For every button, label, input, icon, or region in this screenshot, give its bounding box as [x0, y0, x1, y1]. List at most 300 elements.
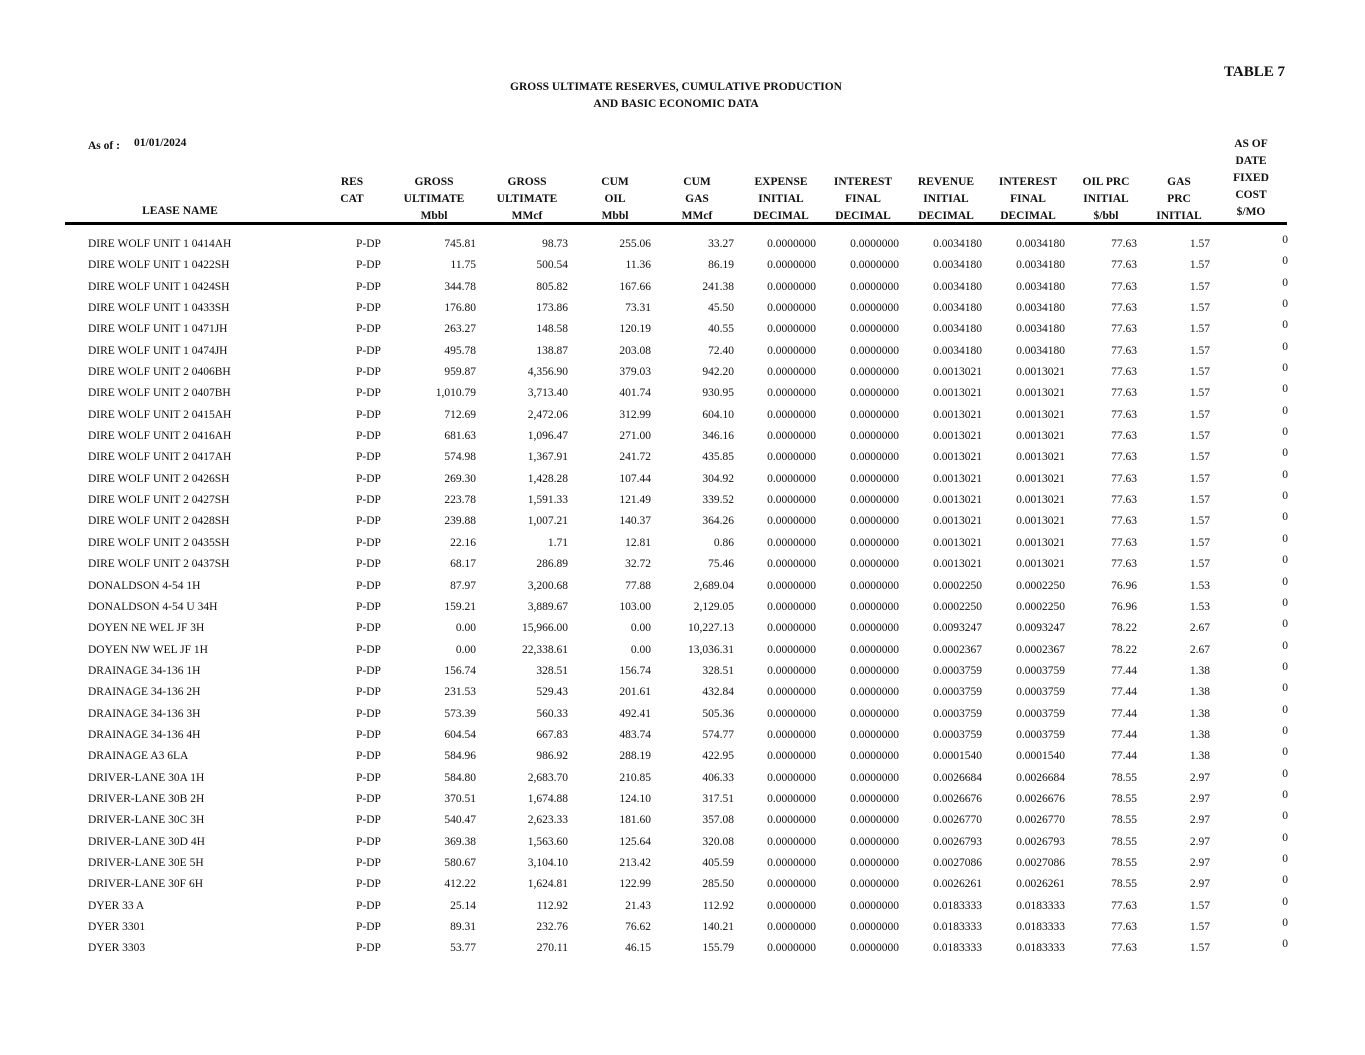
fixed-cost-cell: 0: [1282, 660, 1288, 673]
fixed-cost-cell: 0: [1282, 788, 1288, 801]
oil-price-cell: 78.55: [1111, 878, 1137, 891]
lease-name-cell: DIRE WOLF UNIT 2 0435SH: [88, 536, 230, 549]
interest-final-cell: 0.0000000: [850, 472, 899, 485]
interest-final-cell: 0.0000000: [850, 878, 899, 891]
oil-price-cell: 76.96: [1111, 579, 1137, 592]
gross-ultimate-oil-cell: 0.00: [455, 622, 476, 635]
gas-price-cell: 1.38: [1189, 686, 1210, 699]
fixed-cost-cell: 0: [1282, 682, 1288, 695]
res-cat-cell: P-DP: [356, 707, 381, 720]
table-row: [0, 746, 1365, 767]
gross-ultimate-oil-cell: 574.98: [444, 451, 476, 464]
cum-gas-cell: 432.84: [702, 686, 734, 699]
gross-ultimate-oil-cell: 0.00: [455, 643, 476, 656]
header-revenue: [909, 174, 983, 225]
table-row: [0, 597, 1365, 618]
gas-price-cell: 1.57: [1189, 259, 1210, 272]
expense-initial-cell: 0.0000000: [767, 728, 816, 741]
oil-price-cell: 78.55: [1111, 814, 1137, 827]
interest-final-2-cell: 0.0013021: [1016, 472, 1065, 485]
cum-oil-cell: 213.42: [619, 856, 651, 869]
interest-final-2-cell: 0.0026684: [1016, 771, 1065, 784]
fixed-cost-cell: 0: [1282, 767, 1288, 780]
gross-ultimate-gas-cell: 1.71: [547, 536, 568, 549]
header-line: EXPENSE: [754, 176, 808, 188]
revenue-initial-cell: 0.0183333: [933, 921, 982, 933]
fixed-cost-cell: 0: [1282, 234, 1288, 246]
header-line: $/MO: [1236, 206, 1266, 218]
header-line: DECIMAL: [918, 210, 974, 222]
fixed-cost-cell: 0: [1282, 575, 1288, 588]
interest-final-cell: 0.0000000: [850, 259, 899, 272]
header-line: CAT: [340, 193, 364, 205]
cum-gas-cell: 0.86: [713, 536, 734, 549]
res-cat-cell: P-DP: [356, 942, 381, 955]
fixed-cost-cell: 0: [1282, 895, 1288, 908]
report-title-line1: GROSS ULTIMATE RESERVES, CUMULATIVE PRODUCTION: [510, 81, 842, 93]
fixed-cost-cell: 0: [1282, 554, 1288, 567]
res-cat-cell: P-DP: [356, 323, 381, 336]
gas-price-cell: 1.57: [1189, 408, 1210, 421]
expense-initial-cell: 0.0000000: [767, 707, 816, 720]
lease-name-cell: DIRE WOLF UNIT 1 0474JH: [88, 344, 228, 357]
revenue-initial-cell: 0.0183333: [933, 942, 982, 955]
oil-price-cell: 77.63: [1111, 451, 1137, 464]
cum-gas-cell: 86.19: [708, 259, 734, 272]
lease-name-cell: DRAINAGE 34-136 2H: [88, 686, 201, 699]
cum-gas-cell: 422.95: [702, 750, 734, 763]
header-line: MMcf: [511, 210, 543, 222]
gross-ultimate-oil-cell: 344.78: [444, 280, 476, 293]
header-gross-ultimate-oil: [394, 174, 474, 225]
gas-price-cell: 1.38: [1189, 728, 1210, 741]
gas-price-cell: 1.57: [1189, 344, 1210, 357]
expense-initial-cell: 0.0000000: [767, 238, 816, 250]
res-cat-cell: P-DP: [356, 643, 381, 656]
cum-oil-cell: 46.15: [625, 942, 651, 955]
gross-ultimate-gas-cell: 138.87: [536, 344, 568, 357]
cum-oil-cell: 77.88: [625, 579, 651, 592]
table-row: [0, 533, 1365, 554]
lease-name-cell: DIRE WOLF UNIT 2 0415AH: [88, 408, 232, 421]
lease-name-cell: DONALDSON 4-54 U 34H: [88, 600, 218, 613]
expense-initial-cell: 0.0000000: [767, 835, 816, 848]
res-cat-cell: P-DP: [356, 771, 381, 784]
gross-ultimate-oil-cell: 269.30: [444, 472, 476, 485]
oil-price-cell: 77.63: [1111, 899, 1137, 912]
gross-ultimate-oil-cell: 745.81: [444, 238, 476, 250]
cum-gas-cell: 45.50: [708, 302, 734, 315]
header-line: GAS: [685, 193, 709, 205]
gross-ultimate-gas-cell: 1,428.28: [527, 472, 568, 485]
gross-ultimate-oil-cell: 370.51: [444, 792, 476, 805]
cum-gas-cell: 604.10: [702, 408, 734, 421]
interest-final-cell: 0.0000000: [850, 835, 899, 848]
expense-initial-cell: 0.0000000: [767, 323, 816, 336]
gross-ultimate-gas-cell: 2,472.06: [527, 408, 568, 421]
gross-ultimate-gas-cell: 3,889.67: [527, 600, 568, 613]
gross-ultimate-gas-cell: 22,338.61: [522, 643, 568, 656]
res-cat-cell: P-DP: [356, 451, 381, 464]
revenue-initial-cell: 0.0013021: [933, 472, 982, 485]
fixed-cost-cell: 0: [1282, 362, 1288, 375]
expense-initial-cell: 0.0000000: [767, 579, 816, 592]
oil-price-cell: 77.63: [1111, 280, 1137, 293]
gross-ultimate-oil-cell: 959.87: [444, 366, 476, 379]
res-cat-cell: P-DP: [356, 835, 381, 848]
oil-price-cell: 77.63: [1111, 430, 1137, 443]
revenue-initial-cell: 0.0013021: [933, 536, 982, 549]
interest-final-cell: 0.0000000: [850, 792, 899, 805]
expense-initial-cell: 0.0000000: [767, 856, 816, 869]
header-line: GROSS: [507, 176, 547, 188]
header-line: CUM: [601, 176, 629, 188]
revenue-initial-cell: 0.0034180: [933, 280, 982, 293]
cum-oil-cell: 124.10: [619, 792, 651, 805]
cum-gas-cell: 304.92: [702, 472, 734, 485]
expense-initial-cell: 0.0000000: [767, 536, 816, 549]
cum-oil-cell: 210.85: [619, 771, 651, 784]
cum-oil-cell: 121.49: [619, 494, 651, 507]
gross-ultimate-oil-cell: 580.67: [444, 856, 476, 869]
gross-ultimate-oil-cell: 495.78: [444, 344, 476, 357]
res-cat-cell: P-DP: [356, 792, 381, 805]
revenue-initial-cell: 0.0013021: [933, 558, 982, 571]
interest-final-2-cell: 0.0026793: [1016, 835, 1065, 848]
res-cat-cell: P-DP: [356, 259, 381, 272]
interest-final-2-cell: 0.0003759: [1016, 686, 1065, 699]
header-rule: [65, 222, 1287, 225]
interest-final-2-cell: 0.0013021: [1016, 430, 1065, 443]
header-line: AS OF: [1234, 138, 1268, 150]
table-row: [0, 618, 1365, 639]
interest-final-2-cell: 0.0013021: [1016, 408, 1065, 421]
interest-final-2-cell: 0.0034180: [1016, 344, 1065, 357]
gross-ultimate-gas-cell: 148.58: [536, 323, 568, 336]
oil-price-cell: 77.63: [1111, 259, 1137, 272]
gross-ultimate-gas-cell: 328.51: [536, 664, 568, 677]
gas-price-cell: 2.67: [1189, 622, 1210, 635]
header-cum-gas: [667, 174, 727, 225]
table-row: [0, 576, 1365, 597]
expense-initial-cell: 0.0000000: [767, 792, 816, 805]
header-gross-ultimate-gas: [487, 174, 567, 225]
res-cat-cell: P-DP: [356, 622, 381, 635]
cum-gas-cell: 930.95: [702, 387, 734, 400]
table-row: [0, 853, 1365, 874]
cum-oil-cell: 181.60: [619, 814, 651, 827]
cum-oil-cell: 125.64: [619, 835, 651, 848]
gross-ultimate-oil-cell: 156.74: [444, 664, 476, 677]
interest-final-cell: 0.0000000: [850, 942, 899, 955]
cum-oil-cell: 12.81: [625, 536, 651, 549]
expense-initial-cell: 0.0000000: [767, 472, 816, 485]
cum-gas-cell: 155.79: [702, 942, 734, 955]
cum-gas-cell: 33.27: [708, 238, 734, 250]
res-cat-cell: P-DP: [356, 302, 381, 315]
cum-oil-cell: 21.43: [625, 899, 651, 912]
header-line: INITIAL: [1083, 193, 1129, 205]
header-line: LEASE NAME: [142, 205, 218, 217]
cum-gas-cell: 346.16: [702, 430, 734, 443]
lease-name-cell: DRIVER-LANE 30B 2H: [88, 792, 205, 805]
header-cum-oil: [585, 174, 645, 225]
header-line: INITIAL: [1156, 210, 1202, 222]
header-line: RES: [340, 176, 364, 188]
oil-price-cell: 77.44: [1111, 728, 1137, 741]
header-line: INITIAL: [923, 193, 969, 205]
expense-initial-cell: 0.0000000: [767, 771, 816, 784]
header-line: GROSS: [414, 176, 454, 188]
gross-ultimate-gas-cell: 986.92: [536, 750, 568, 763]
report-title-line2: AND BASIC ECONOMIC DATA: [593, 98, 759, 110]
gross-ultimate-oil-cell: 584.80: [444, 771, 476, 784]
header-line: INITIAL: [758, 193, 804, 205]
gross-ultimate-oil-cell: 231.53: [444, 686, 476, 699]
cum-gas-cell: 2,689.04: [693, 579, 734, 592]
fixed-cost-cell: 0: [1282, 319, 1288, 332]
gas-price-cell: 1.38: [1189, 750, 1210, 763]
expense-initial-cell: 0.0000000: [767, 622, 816, 635]
oil-price-cell: 78.22: [1111, 622, 1137, 635]
cum-gas-cell: 574.77: [702, 728, 734, 741]
lease-name-cell: DOYEN NE WEL JF 3H: [88, 622, 205, 635]
res-cat-cell: P-DP: [356, 686, 381, 699]
gas-price-cell: 1.57: [1189, 942, 1210, 955]
table-row: [0, 383, 1365, 404]
gross-ultimate-oil-cell: 159.21: [444, 600, 476, 613]
header-line: OIL: [604, 193, 626, 205]
cum-oil-cell: 201.61: [619, 686, 651, 699]
header-line: REVENUE: [917, 176, 975, 188]
interest-final-cell: 0.0000000: [850, 238, 899, 250]
cum-gas-cell: 140.21: [702, 921, 734, 933]
res-cat-cell: P-DP: [356, 921, 381, 933]
revenue-initial-cell: 0.0003759: [933, 686, 982, 699]
revenue-initial-cell: 0.0002250: [933, 600, 982, 613]
gas-price-cell: 1.53: [1189, 579, 1210, 592]
revenue-initial-cell: 0.0013021: [933, 430, 982, 443]
gas-price-cell: 1.57: [1189, 536, 1210, 549]
gas-price-cell: 2.97: [1189, 771, 1210, 784]
oil-price-cell: 77.44: [1111, 664, 1137, 677]
oil-price-cell: 77.63: [1111, 515, 1137, 528]
cum-gas-cell: 2,129.05: [693, 600, 734, 613]
interest-final-2-cell: 0.0034180: [1016, 238, 1065, 250]
lease-name-cell: DIRE WOLF UNIT 2 0427SH: [88, 494, 230, 507]
interest-final-cell: 0.0000000: [850, 814, 899, 827]
lease-name-cell: DIRE WOLF UNIT 1 0433SH: [88, 302, 230, 315]
revenue-initial-cell: 0.0034180: [933, 259, 982, 272]
revenue-initial-cell: 0.0001540: [933, 750, 982, 763]
fixed-cost-cell: 0: [1282, 426, 1288, 439]
cum-oil-cell: 107.44: [619, 472, 651, 485]
gross-ultimate-gas-cell: 3,200.68: [527, 579, 568, 592]
header-interest-final: [826, 174, 900, 225]
cum-gas-cell: 112.92: [702, 899, 734, 912]
res-cat-cell: P-DP: [356, 579, 381, 592]
gross-ultimate-oil-cell: 87.97: [450, 579, 476, 592]
fixed-cost-cell: 0: [1282, 746, 1288, 759]
revenue-initial-cell: 0.0003759: [933, 707, 982, 720]
header-interest-final-2: [991, 174, 1065, 225]
interest-final-cell: 0.0000000: [850, 323, 899, 336]
lease-name-cell: DRAINAGE 34-136 1H: [88, 664, 201, 677]
gross-ultimate-oil-cell: 68.17: [450, 558, 476, 571]
revenue-initial-cell: 0.0034180: [933, 323, 982, 336]
header-line: DECIMAL: [835, 210, 891, 222]
interest-final-2-cell: 0.0013021: [1016, 558, 1065, 571]
header-line: OIL PRC: [1082, 176, 1130, 188]
expense-initial-cell: 0.0000000: [767, 814, 816, 827]
revenue-initial-cell: 0.0013021: [933, 451, 982, 464]
gas-price-cell: 1.57: [1189, 472, 1210, 485]
gas-price-cell: 1.57: [1189, 280, 1210, 293]
fixed-cost-cell: 0: [1282, 852, 1288, 865]
cum-gas-cell: 317.51: [702, 792, 734, 805]
res-cat-cell: P-DP: [356, 536, 381, 549]
lease-name-cell: DRIVER-LANE 30C 3H: [88, 814, 205, 827]
header-line: Mbbl: [420, 210, 448, 222]
table-row: [0, 341, 1365, 362]
interest-final-cell: 0.0000000: [850, 387, 899, 400]
gross-ultimate-oil-cell: 25.14: [450, 899, 476, 912]
cum-oil-cell: 140.37: [619, 515, 651, 528]
revenue-initial-cell: 0.0034180: [933, 302, 982, 315]
res-cat-cell: P-DP: [356, 814, 381, 827]
cum-gas-cell: 320.08: [702, 835, 734, 848]
cum-gas-cell: 10,227.13: [688, 622, 734, 635]
interest-final-2-cell: 0.0026261: [1016, 878, 1065, 891]
revenue-initial-cell: 0.0013021: [933, 387, 982, 400]
header-line: CUM: [683, 176, 711, 188]
gas-price-cell: 1.57: [1189, 899, 1210, 912]
as-of-date: 01/01/2024: [134, 137, 187, 149]
gross-ultimate-oil-cell: 412.22: [444, 878, 476, 891]
table-row: [0, 255, 1365, 276]
cum-oil-cell: 483.74: [619, 728, 651, 741]
res-cat-cell: P-DP: [356, 856, 381, 869]
oil-price-cell: 77.63: [1111, 472, 1137, 485]
lease-name-cell: DRAINAGE 34-136 3H: [88, 707, 201, 720]
header-line: ULTIMATE: [496, 193, 558, 205]
res-cat-cell: P-DP: [356, 494, 381, 507]
cum-oil-cell: 73.31: [625, 302, 651, 315]
gas-price-cell: 2.97: [1189, 856, 1210, 869]
lease-name-cell: DIRE WOLF UNIT 2 0426SH: [88, 472, 230, 485]
oil-price-cell: 77.63: [1111, 238, 1137, 250]
fixed-cost-cell: 0: [1282, 831, 1288, 844]
lease-name-cell: DONALDSON 4-54 1H: [88, 579, 201, 592]
interest-final-cell: 0.0000000: [850, 856, 899, 869]
fixed-cost-cell: 0: [1282, 447, 1288, 460]
interest-final-2-cell: 0.0003759: [1016, 664, 1065, 677]
gross-ultimate-gas-cell: 1,591.33: [527, 494, 568, 507]
gross-ultimate-gas-cell: 173.86: [536, 302, 568, 315]
cum-oil-cell: 271.00: [619, 430, 651, 443]
interest-final-2-cell: 0.0034180: [1016, 323, 1065, 336]
expense-initial-cell: 0.0000000: [767, 921, 816, 933]
expense-initial-cell: 0.0000000: [767, 366, 816, 379]
cum-oil-cell: 0.00: [630, 643, 651, 656]
cum-gas-cell: 505.36: [702, 707, 734, 720]
oil-price-cell: 78.22: [1111, 643, 1137, 656]
header-line: FINAL: [1010, 193, 1046, 205]
gross-ultimate-gas-cell: 1,096.47: [527, 430, 568, 443]
gross-ultimate-oil-cell: 584.96: [444, 750, 476, 763]
oil-price-cell: 78.55: [1111, 856, 1137, 869]
fixed-cost-cell: 0: [1282, 703, 1288, 716]
interest-final-2-cell: 0.0026676: [1016, 792, 1065, 805]
table-row: [0, 725, 1365, 746]
expense-initial-cell: 0.0000000: [767, 664, 816, 677]
oil-price-cell: 77.44: [1111, 750, 1137, 763]
table-row: [0, 277, 1365, 298]
table-row: [0, 810, 1365, 831]
table-row: [0, 661, 1365, 682]
interest-final-2-cell: 0.0013021: [1016, 515, 1065, 528]
cum-gas-cell: 357.08: [702, 814, 734, 827]
oil-price-cell: 76.96: [1111, 600, 1137, 613]
cum-gas-cell: 942.20: [702, 366, 734, 379]
gross-ultimate-gas-cell: 1,674.88: [527, 792, 568, 805]
expense-initial-cell: 0.0000000: [767, 600, 816, 613]
header-line: GAS: [1167, 176, 1191, 188]
header-line: DATE: [1235, 155, 1267, 167]
interest-final-cell: 0.0000000: [850, 430, 899, 443]
interest-final-cell: 0.0000000: [850, 536, 899, 549]
revenue-initial-cell: 0.0034180: [933, 344, 982, 357]
lease-name-cell: DRIVER-LANE 30A 1H: [88, 771, 205, 784]
revenue-initial-cell: 0.0183333: [933, 899, 982, 912]
table-row: [0, 447, 1365, 468]
gross-ultimate-gas-cell: 15,966.00: [522, 622, 568, 635]
fixed-cost-cell: 0: [1282, 468, 1288, 481]
fixed-cost-cell: 0: [1282, 511, 1288, 524]
expense-initial-cell: 0.0000000: [767, 899, 816, 912]
revenue-initial-cell: 0.0026676: [933, 792, 982, 805]
oil-price-cell: 77.63: [1111, 494, 1137, 507]
interest-final-2-cell: 0.0013021: [1016, 366, 1065, 379]
header-line: MMcf: [681, 210, 713, 222]
table-row: [0, 832, 1365, 853]
expense-initial-cell: 0.0000000: [767, 302, 816, 315]
table-row: [0, 874, 1365, 895]
header-line: DECIMAL: [753, 210, 809, 222]
fixed-cost-cell: 0: [1282, 340, 1288, 353]
table-row: [0, 789, 1365, 810]
fixed-cost-cell: 0: [1282, 938, 1288, 951]
gross-ultimate-gas-cell: 1,563.60: [527, 835, 568, 848]
as-of-label: As of :: [88, 140, 120, 152]
lease-name-cell: DIRE WOLF UNIT 2 0406BH: [88, 366, 231, 379]
revenue-initial-cell: 0.0026770: [933, 814, 982, 827]
res-cat-cell: P-DP: [356, 664, 381, 677]
revenue-initial-cell: 0.0026793: [933, 835, 982, 848]
interest-final-2-cell: 0.0026770: [1016, 814, 1065, 827]
table-row: [0, 682, 1365, 703]
interest-final-2-cell: 0.0001540: [1016, 750, 1065, 763]
interest-final-cell: 0.0000000: [850, 707, 899, 720]
gross-ultimate-oil-cell: 176.80: [444, 302, 476, 315]
cum-oil-cell: 312.99: [619, 408, 651, 421]
expense-initial-cell: 0.0000000: [767, 344, 816, 357]
interest-final-cell: 0.0000000: [850, 643, 899, 656]
header-expense: [745, 174, 817, 225]
table-row: [0, 234, 1365, 255]
cum-gas-cell: 406.33: [702, 771, 734, 784]
gas-price-cell: 1.57: [1189, 302, 1210, 315]
